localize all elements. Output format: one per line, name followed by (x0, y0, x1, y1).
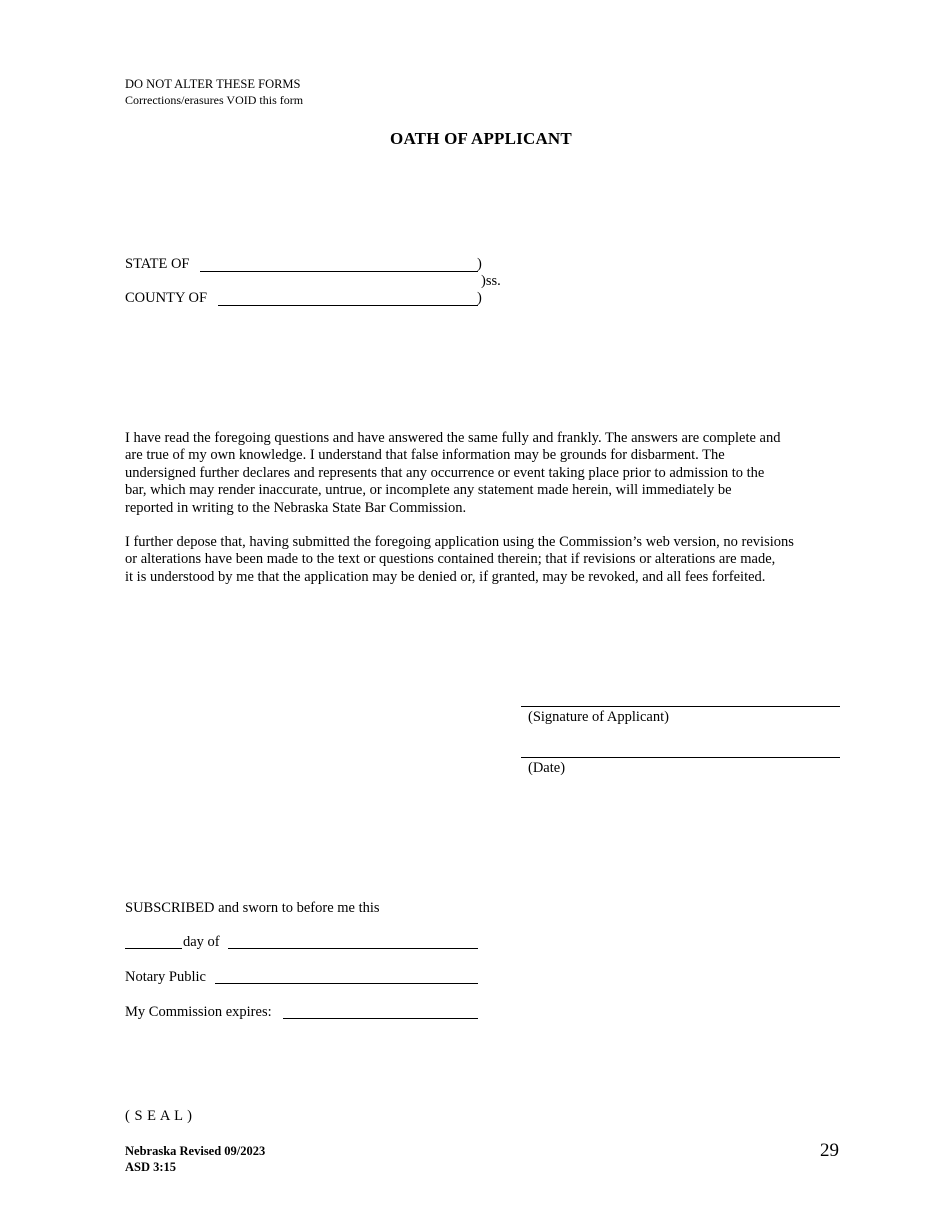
paragraph-line: reported in writing to the Nebraska State Bar Commission. (125, 499, 467, 516)
notary-public-label: Notary Public (125, 969, 206, 985)
form-code: ASD 3:15 (125, 1160, 177, 1174)
warning-line-2: Corrections/erasures VOID this form (125, 93, 304, 107)
notary-public-input-line[interactable] (215, 983, 478, 984)
page-title: OATH OF APPLICANT (390, 129, 572, 148)
state-input-line[interactable] (200, 271, 478, 272)
paragraph-line: undersigned further declares and represents that any occurrence or event taking place prior to admission to the (125, 464, 765, 481)
signature-caption: (Signature of Applicant) (528, 709, 669, 725)
state-label: STATE OF (125, 256, 190, 272)
signature-line[interactable] (521, 706, 840, 707)
oath-paragraph-2 (125, 534, 865, 586)
paragraph-line: or alterations have been made to the text or questions contained therein; that if revisions or alterations are made, (125, 551, 776, 568)
paragraph-line: I have read the foregoing questions and have answered the same fully and frankly. The answers are complete and (125, 430, 781, 446)
form-warning (125, 76, 303, 108)
seal-label: ( S E A L ) (125, 1108, 193, 1124)
ss-label: )ss. (481, 273, 501, 289)
day-input-line[interactable] (125, 948, 182, 949)
footer-info (125, 1143, 265, 1175)
page-number: 29 (820, 1140, 839, 1161)
state-paren: ) (477, 256, 482, 272)
oath-paragraph-1 (125, 430, 865, 517)
subscribed-text: SUBSCRIBED and sworn to before me this (125, 900, 380, 916)
paragraph-line: I further depose that, having submitted the foregoing application using the Commission’s web version, no revisions (125, 534, 794, 550)
county-paren: ) (477, 290, 482, 306)
month-input-line[interactable] (228, 948, 478, 949)
commission-input-line[interactable] (283, 1018, 478, 1019)
paragraph-line: are true of my own knowledge. I understand that false information may be grounds for disbarment. The (125, 447, 725, 464)
date-line[interactable] (521, 757, 840, 758)
county-input-line[interactable] (218, 305, 478, 306)
day-of-label: day of (183, 934, 220, 950)
date-caption: (Date) (528, 760, 566, 776)
paragraph-line: it is understood by me that the application may be denied or, if granted, may be revoked, and all fees forfeited. (125, 568, 766, 585)
county-label: COUNTY OF (125, 290, 208, 306)
warning-line-1: DO NOT ALTER THESE FORMS (125, 77, 301, 91)
commission-label: My Commission expires: (125, 1004, 272, 1020)
paragraph-line: bar, which may render inaccurate, untrue, or incomplete any statement made herein, will immediately be (125, 482, 732, 499)
revision-text: Nebraska Revised 09/2023 (125, 1144, 266, 1158)
